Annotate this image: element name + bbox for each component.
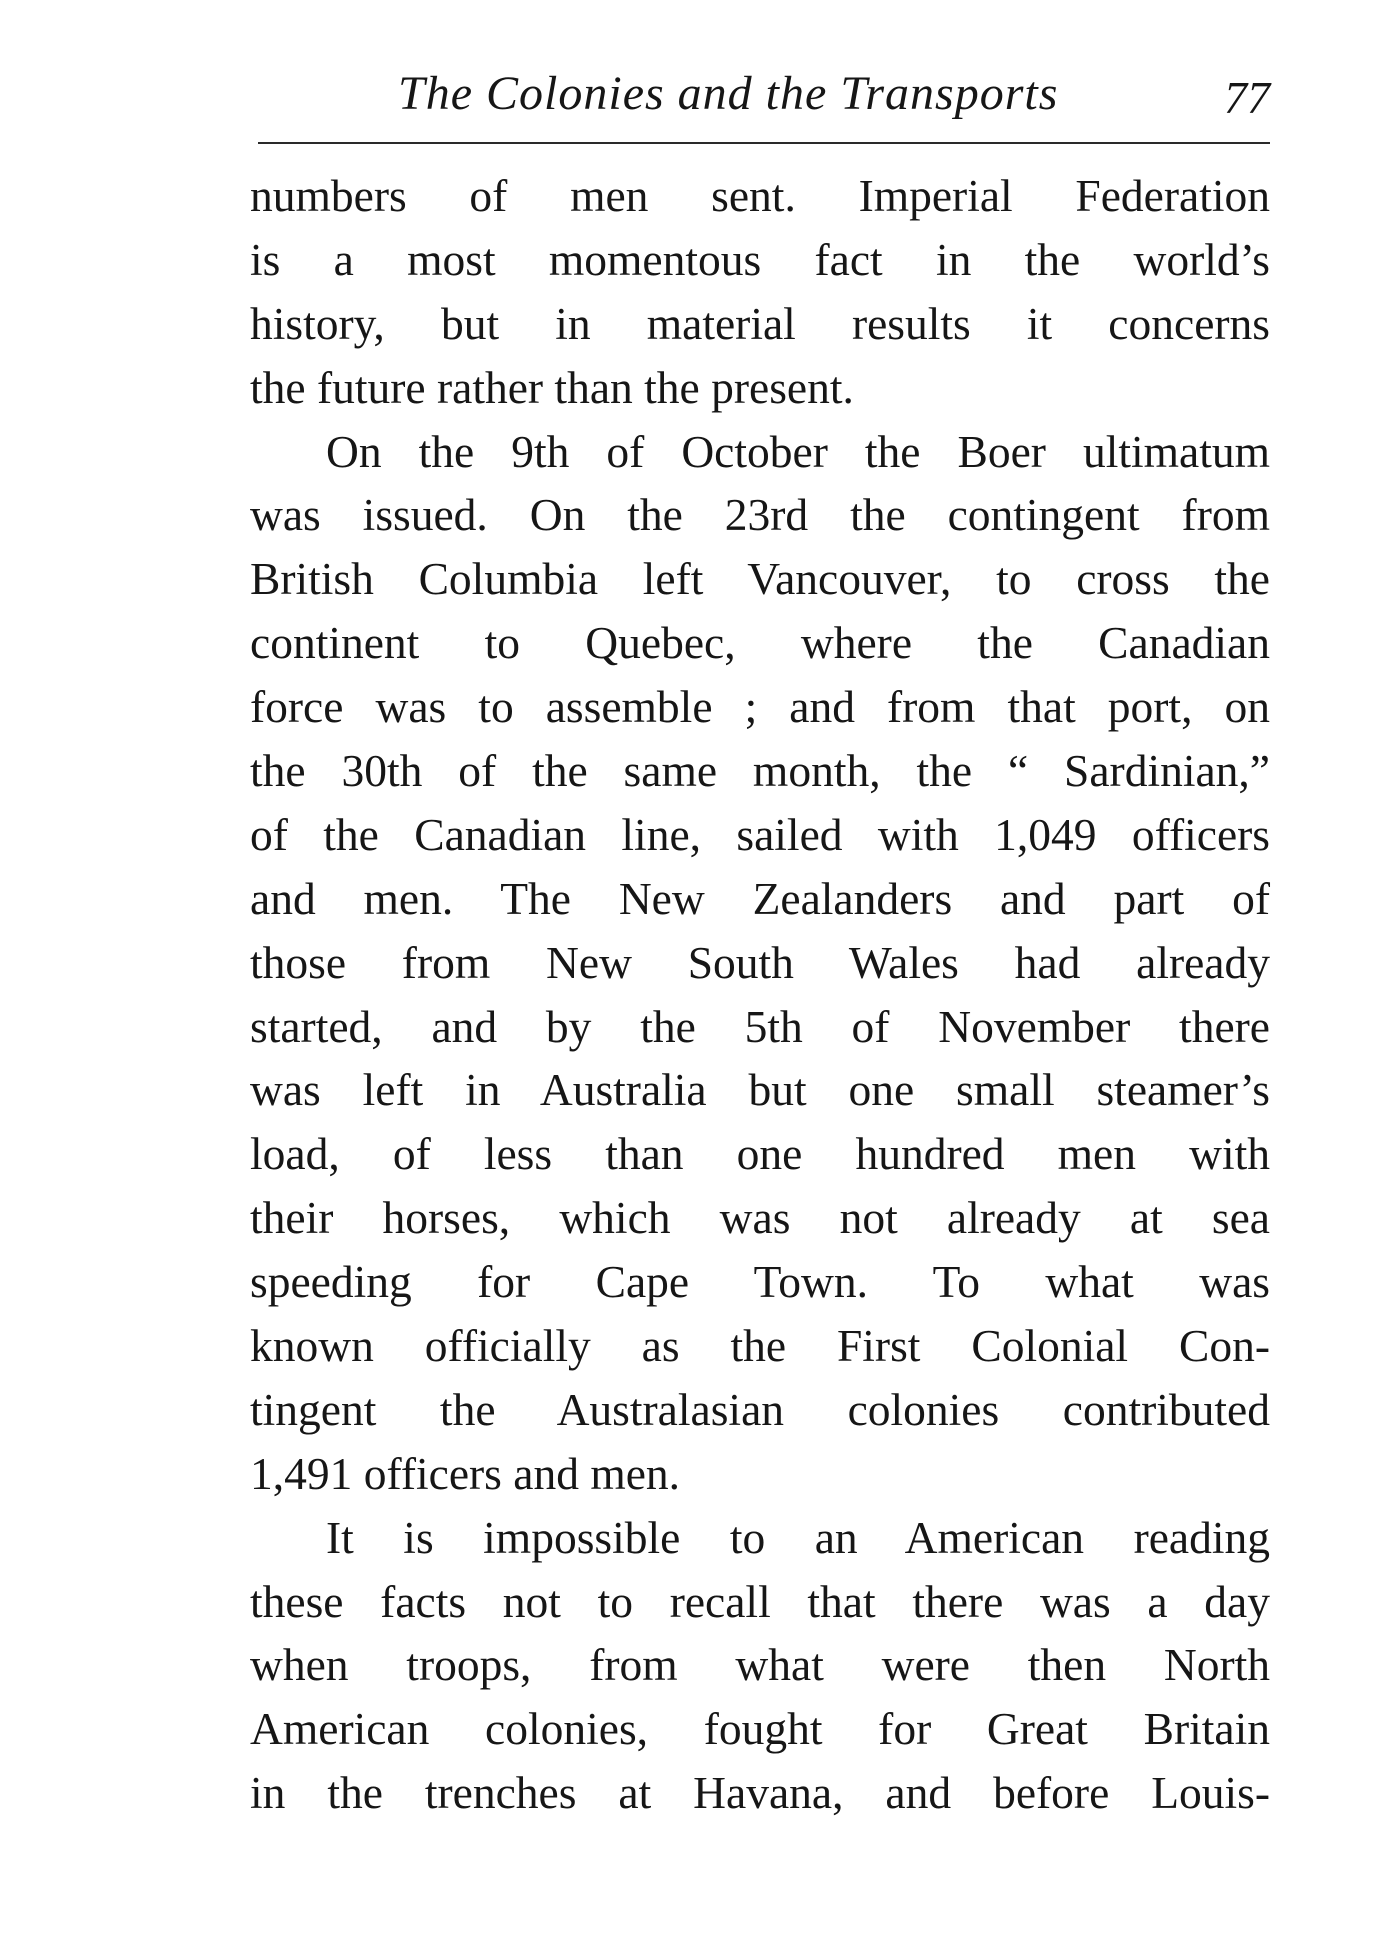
running-head: [258, 62, 1270, 126]
text-line: those from New South Wales had already: [250, 936, 1270, 988]
page-number: 77: [1224, 72, 1270, 123]
text-line: load, of less than one hundred men with: [250, 1128, 1270, 1180]
text-line: tingent the Australasian colonies contributed: [250, 1383, 1270, 1435]
text-line: the future rather than the present.: [250, 361, 854, 413]
text-line: their horses, which was not already at sea: [250, 1192, 1270, 1244]
text-line: known officially as the First Colonial Con-: [250, 1320, 1270, 1372]
text-line: was left in Australia but one small steamer’s: [250, 1064, 1270, 1116]
text-line: 1,491 officers and men.: [250, 1447, 681, 1499]
text-line: the 30th of the same month, the “ Sardinian,”: [250, 745, 1270, 797]
text-line: is a most momentous fact in the world’s: [250, 233, 1270, 285]
text-line: speeding for Cape Town. To what was: [250, 1256, 1270, 1308]
text-line: numbers of men sent. Imperial Federation: [250, 170, 1270, 221]
header-rule: [258, 142, 1270, 144]
text-line: British Columbia left Vancouver, to cross the: [250, 553, 1270, 605]
body-text: [250, 164, 1270, 1825]
text-line: started, and by the 5th of November there: [250, 1000, 1270, 1052]
text-line: and men. The New Zealanders and part of: [250, 872, 1270, 924]
text-line: was issued. On the 23rd the contingent from: [250, 489, 1270, 541]
text-line: It is impossible to an American reading: [326, 1511, 1270, 1563]
running-title: The Colonies and the Transports: [398, 67, 1059, 120]
text-line: On the 9th of October the Boer ultimatum: [326, 425, 1270, 477]
text-line: American colonies, fought for Great Britain: [250, 1703, 1270, 1755]
text-line: in the trenches at Havana, and before Louis-: [250, 1767, 1270, 1819]
text-line: these facts not to recall that there was a day: [250, 1575, 1270, 1627]
text-line: when troops, from what were then North: [250, 1639, 1270, 1691]
text-line: of the Canadian line, sailed with 1,049 officers: [250, 808, 1270, 860]
text-line: force was to assemble ; and from that port, on: [250, 681, 1270, 733]
text-line: continent to Quebec, where the Canadian: [250, 617, 1270, 669]
text-line: history, but in material results it concerns: [250, 297, 1270, 349]
